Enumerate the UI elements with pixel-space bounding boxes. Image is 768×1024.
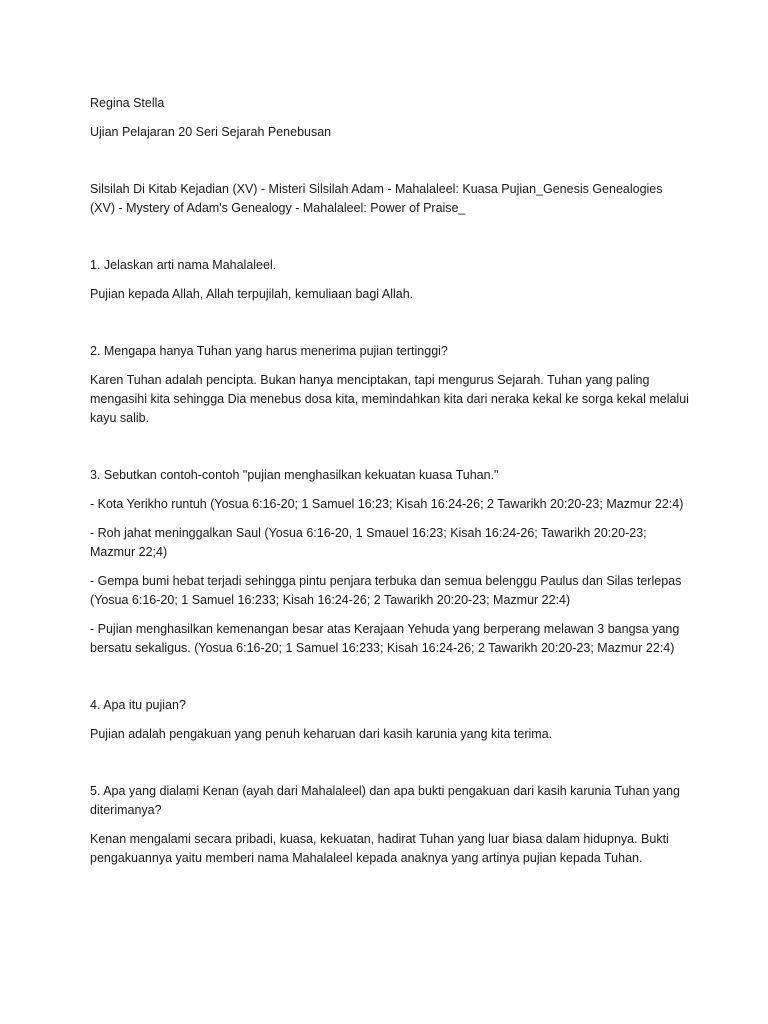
answer-text: Karen Tuhan adalah pencipta. Bukan hanya menciptakan, tapi mengurus Sejarah. Tuhan yang paling mengasihi kita sehingga Dia menebus dosa kita, memindahkan kita dari neraka kekal ke sorga kekal melalui kayu salib.: [90, 373, 689, 425]
question-text: 3. Sebutkan contoh-contoh "pujian menghasilkan kekuatan kuasa Tuhan.": [90, 468, 499, 482]
lesson-title: Silsilah Di Kitab Kejadian (XV) - Misteri Silsilah Adam - Mahalaleel: Kuasa Pujian_Genesis Genealogies (XV) - Mystery of Adam's Genealogy - Mahalaleel: Power of Praise_: [90, 182, 663, 215]
question-block-5: [90, 782, 690, 868]
answer-text: - Pujian menghasilkan kemenangan besar atas Kerajaan Yehuda yang berperang melawan 3 bangsa yang bersatu sekaligus. (Yosua 6:16-20; 1 Samuel 16:233; Kisah 16:24-26; 2 Tawarikh 20:20-23; Mazmur 22:4): [90, 622, 680, 655]
exam-title: Ujian Pelajaran 20 Seri Sejarah Penebusan: [90, 125, 332, 139]
answer-text: Kenan mengalami secara pribadi, kuasa, kekuatan, hadirat Tuhan yang luar biasa dalam hidupnya. Bukti pengakuannya yaitu memberi nama Mahalaleel kepada anaknya yang artinya pujian kepada Tuhan.: [90, 832, 669, 865]
document-page: [90, 94, 690, 868]
question-text: 5. Apa yang dialami Kenan (ayah dari Mahalaleel) dan apa bukti pengakuan dari kasih karunia Tuhan yang diterimanya?: [90, 784, 680, 817]
answer-text: - Gempa bumi hebat terjadi sehingga pintu penjara terbuka dan semua belenggu Paulus dan Silas terlepas (Yosua 6:16-20; 1 Samuel 16:233; Kisah 16:24-26; 2 Tawarikh 20:20-23; Mazmur 22:4): [90, 574, 682, 607]
question-text: 1. Jelaskan arti nama Mahalaleel.: [90, 258, 277, 272]
answer-text: - Kota Yerikho runtuh (Yosua 6:16-20; 1 Samuel 16:23; Kisah 16:24-26; 2 Tawarikh 20:20-23; Mazmur 22:4): [90, 497, 684, 511]
answer-text: Pujian kepada Allah, Allah terpujilah, kemuliaan bagi Allah.: [90, 287, 414, 301]
question-block-3: [90, 466, 690, 658]
answer-text: - Roh jahat meninggalkan Saul (Yosua 6:16-20, 1 Smauel 16:23; Kisah 16:24-26; Tawarikh 20:20-23; Mazmur 22;4): [90, 526, 647, 559]
answer-text: Pujian adalah pengakuan yang penuh keharuan dari kasih karunia yang kita terima.: [90, 727, 553, 741]
question-text: 2. Mengapa hanya Tuhan yang harus menerima pujian tertinggi?: [90, 344, 448, 358]
question-block-1: [90, 256, 690, 304]
question-block-4: [90, 696, 690, 744]
author-name: Regina Stella: [90, 96, 165, 110]
question-block-2: [90, 342, 690, 428]
question-text: 4. Apa itu pujian?: [90, 698, 186, 712]
